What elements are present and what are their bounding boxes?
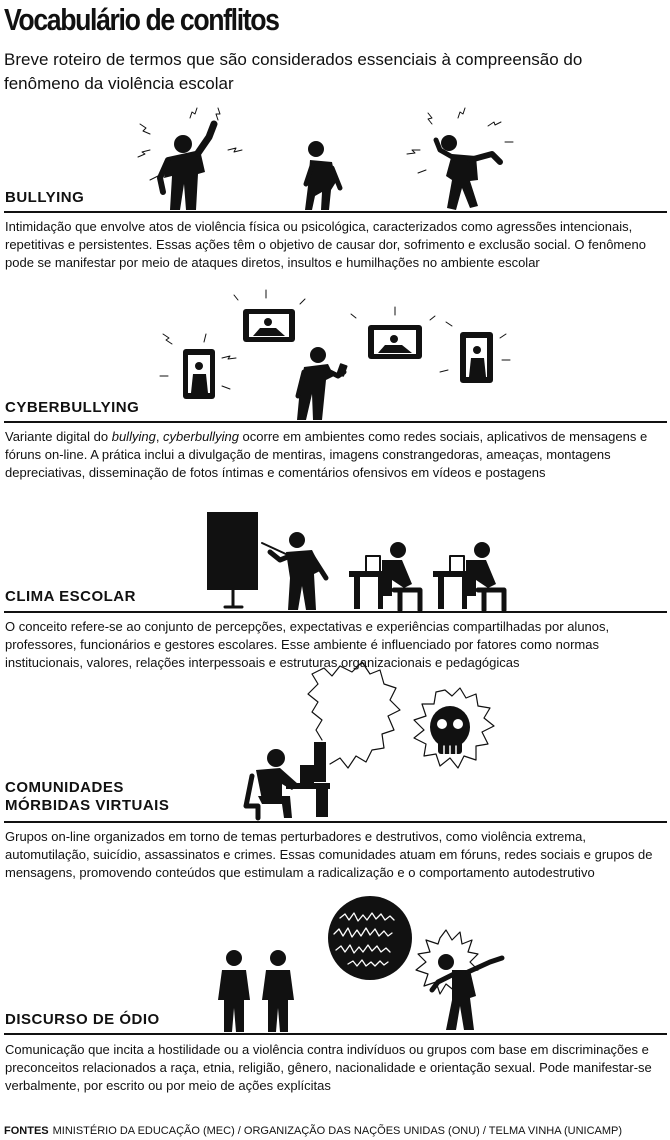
- sources-footer: [4, 1124, 622, 1138]
- section-title-line: COMUNIDADES: [5, 779, 124, 796]
- sources-label: FONTES: [4, 1125, 49, 1137]
- section-text-clima-escolar: O conceito refere-se ao conjunto de percepções, expectativas e experiências compartilhadas por alunos, professores, funcionários e gestores escolares. Esse ambiente é influenciado por fatores como normas institucionais, valores, relações interpessoais e estruturas organizacionais e pedagógicas: [5, 619, 610, 670]
- sources-text: MINISTÉRIO DA EDUCAÇÃO (MEC) / ORGANIZAÇÃO DAS NAÇÕES UNIDAS (ONU) / TELMA VINHA (UNICAMP): [52, 1125, 623, 1137]
- section-divider: [4, 1033, 667, 1035]
- page-subtitle: Breve roteiro de termos que são considerados essenciais à compreensão do fenômeno da violência escolar: [4, 50, 583, 93]
- section-text-comunidades: Grupos on-line organizados em torno de temas perturbadores e destrutivos, como violência extrema, automutilação, suicídio, assassinatos e crimes. Essas comunidades atuam em fóruns, redes sociais e grupos de mensagens, promovendo conteúdos que estimulam a radicalização e o comportamento autodestrutivo: [5, 829, 653, 880]
- section-title-discurso-de-odio: DISCURSO DE ÓDIO: [5, 1011, 160, 1028]
- section-text-bullying: Intimidação que envolve atos de violência física ou psicológica, caracterizados como agressões intencionais, repetitivas e persistentes. Essas ações têm o objetivo de causar dor, sofrimento e exclusão social. O fenômeno pode se manifestar por meio de ataques diretos, insultos e humilhações no ambiente escolar: [5, 219, 646, 270]
- section-text-discurso-de-odio: Comunicação que incita a hostilidade ou a violência contra indivíduos ou grupos com base em discriminações e preconceitos relacionados a raça, etnia, religião, gênero, nacionalidade e orientação sexual. Pode manifestar-se verbalmente, por escrito ou por meio de ações explícitas: [5, 1042, 652, 1093]
- section-title-line: MÓRBIDAS VIRTUAIS: [5, 797, 170, 814]
- section-title-cyberbullying: CYBERBULLYING: [5, 399, 140, 416]
- section-title-clima-escolar: CLIMA ESCOLAR: [5, 588, 136, 605]
- section-text-cyberbullying: Variante digital do bullying, cyberbullying ocorre em ambientes como redes sociais, aplicativos de mensagens e fóruns on-line. A prática inclui a divulgação de mentiras, imagens constrangedoras, ameaças, montagens depreciativas, disseminação de fotos íntimas e comentários ofensivos em vídeos e postagens: [5, 429, 648, 480]
- section-title-bullying: BULLYING: [5, 189, 85, 206]
- page-title: Vocabulário de conflitos: [4, 2, 279, 37]
